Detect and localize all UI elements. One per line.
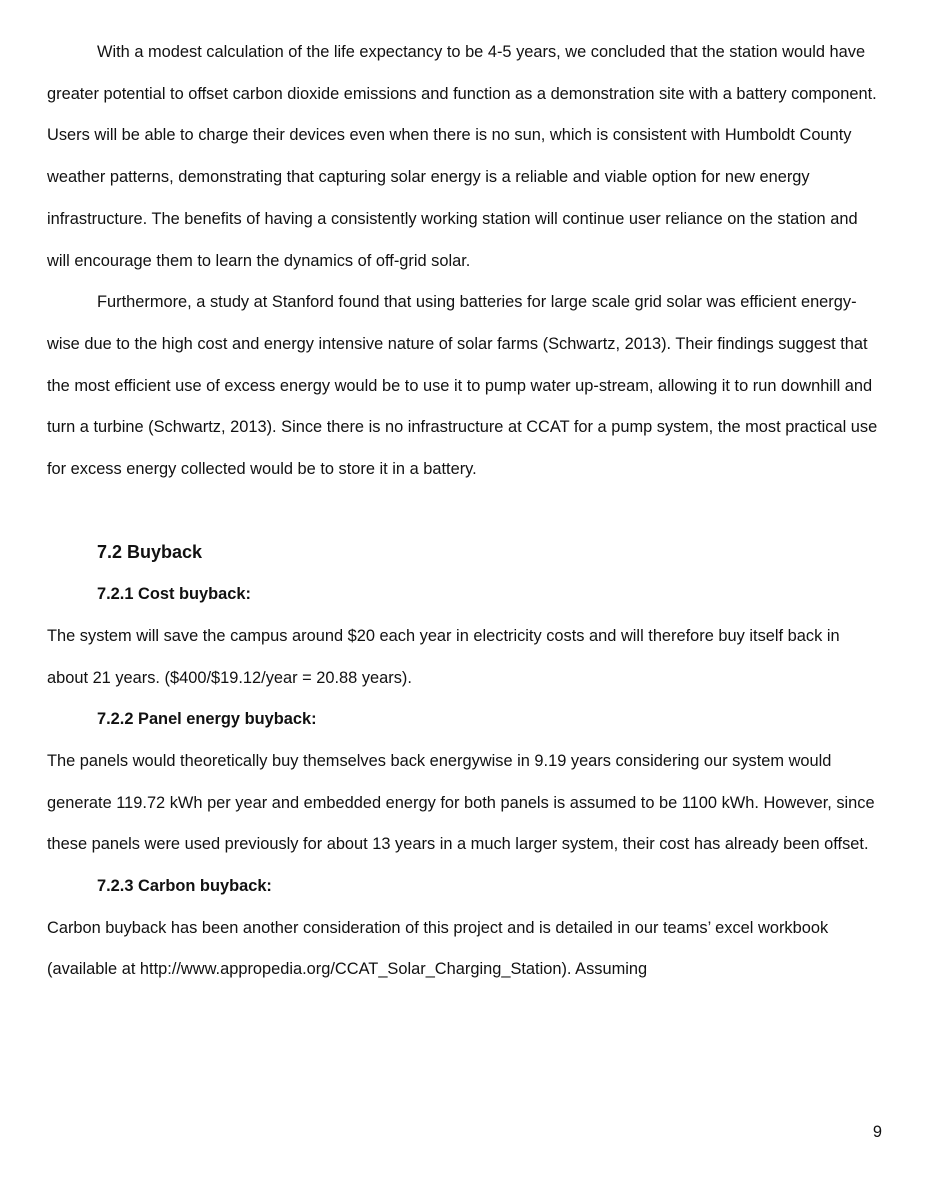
subheading-carbon-buyback: 7.2.3 Carbon buyback: [97, 877, 272, 896]
paragraph-panel-energy-buyback: The panels would theoretically buy themselves back energywise in 9.19 years considering our system would generate 119.72 kWh per year and embedded energy for both panels is assumed to be 1100 kWh. However, since these panels were used previously for about 13 years in a much larger system, their cost has already been offset. [47, 751, 875, 854]
paragraph-cost-buyback: The system will save the campus around $20 each year in electricity costs and will therefore buy itself back in about 21 years. ($400/$19.12/year = 20.88 years). [47, 626, 840, 687]
document-page [47, 32, 879, 991]
paragraph-battery-life: With a modest calculation of the life expectancy to be 4-5 years, we concluded that the station would have greater potential to offset carbon dioxide emissions and function as a demonstration site with a battery component. Users will be able to charge their devices even when there is no sun, which is consistent with Humboldt County weather patterns, demonstrating that capturing solar energy is a reliable and viable option for new energy infrastructure. The benefits of having a consistently working station will continue user reliance on the station and will encourage them to learn the dynamics of off-grid solar. [47, 43, 877, 270]
paragraph-stanford-study: Furthermore, a study at Stanford found that using batteries for large scale grid solar was efficient energy-wise due to the high cost and energy intensive nature of solar farms (Schwartz, 2013). Their findings suggest that the most efficient use of excess energy would be to use it to pump water up-stream, allowing it to run downhill and turn a turbine (Schwartz, 2013). Since there is no infrastructure at CCAT for a pump system, the most practical use for excess energy collected would be to store it in a battery. [47, 293, 878, 479]
section-heading-buyback: 7.2 Buyback [97, 542, 203, 563]
paragraph-carbon-buyback: Carbon buyback has been another consideration of this project and is detailed in our teams’ excel workbook (available at http://www.appropedia.org/CCAT_Solar_Charging_Station). Assuming [47, 918, 829, 979]
subheading-cost-buyback: 7.2.1 Cost buyback: [97, 585, 251, 604]
page-number: 9 [872, 1123, 882, 1141]
section-spacer [47, 491, 879, 533]
subheading-panel-energy-buyback: 7.2.2 Panel energy buyback: [97, 710, 317, 729]
